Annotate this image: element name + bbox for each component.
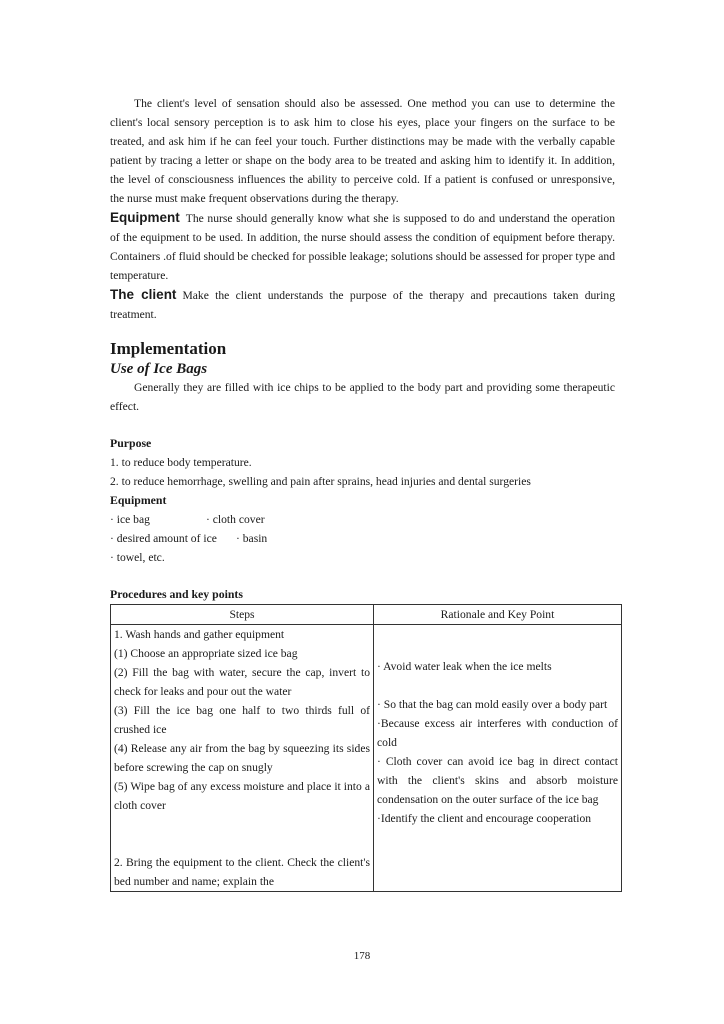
sensation-paragraph: The client's level of sensation should also be assessed. One method you can use to determine the client's local sensory perception is to ask him to close his eyes, place your fingers on the surface to be treated, and ask him if he can feel your touch. Further distinctions may be made with the verbally capable patient by tracing a letter or shape on the body area to be treated and asking him to identify it. In addition, the level of consciousness influences the ability to perceive cold. If a patient is confused or unresponsive, the nurse must make frequent observations during the therapy. <box>110 97 615 205</box>
ice-bags-paragraph: Generally they are filled with ice chips to be applied to the body part and providing some therapeutic effect. <box>110 381 615 413</box>
ice-bags-subheading: Use of Ice Bags <box>110 361 208 377</box>
rationale-identify-client: ·Identify the client and encourage cooperation <box>377 812 592 825</box>
client-assessment-paragraph <box>110 285 615 324</box>
rationale-water-leak: · Avoid water leak when the ice melts <box>377 660 552 673</box>
cell-spacer <box>377 676 618 695</box>
equipment-ice-bag: · ice bag <box>110 513 150 526</box>
page-number: 178 <box>353 950 371 962</box>
page-body <box>110 94 618 892</box>
table-row <box>111 625 622 892</box>
section-gap <box>110 416 615 434</box>
equipment-row-3: · towel, etc. <box>110 551 165 564</box>
step-1-3: (3) Fill the ice bag one half to two thirds full of crushed ice <box>114 704 370 736</box>
step-1-4: (4) Release any air from the bag by squeezing its sides before screwing the cap on snugly <box>114 742 370 774</box>
procedures-heading: Procedures and key points <box>110 587 243 601</box>
cell-spacer <box>377 625 618 644</box>
rationale-column-header: Rationale and Key Point <box>374 605 622 625</box>
table-header-row <box>111 605 622 625</box>
step-1-5: (5) Wipe bag of any excess moisture and place it into a cloth cover <box>114 780 370 812</box>
section-gap <box>110 567 615 585</box>
rationale-mold-body: · So that the bag can mold easily over a body part <box>377 698 608 711</box>
steps-cell <box>111 625 374 892</box>
equipment-row-1 <box>110 510 615 529</box>
step-1-2: (2) Fill the bag with water, secure the cap, invert to check for leaks and pour out the water <box>114 666 370 698</box>
equipment-ice: · desired amount of ice <box>110 532 217 545</box>
cell-spacer <box>114 834 370 853</box>
equipment-run-heading: Equipment <box>110 210 180 225</box>
rationale-cell <box>374 625 622 892</box>
client-run-heading: The client <box>110 287 177 302</box>
equipment-row-2 <box>110 529 615 548</box>
equipment-assessment-paragraph <box>110 208 615 285</box>
implementation-heading: Implementation <box>110 339 227 358</box>
client-assessment-text: Make the client understands the purpose of the therapy and precautions taken during treatment. <box>110 289 615 321</box>
rationale-cloth-cover: · Cloth cover can avoid ice bag in direct contact with the client's skins and absorb moisture condensation on the outer surface of the ice bag <box>377 755 618 806</box>
equipment-assessment-text: The nurse should generally know what she is supposed to do and understand the operation of the equipment to be used. In addition, the nurse should assess the condition of equipment before therapy. Containers .of fluid should be checked for possible leakage; solutions should be assessed for proper type and temperature. <box>110 212 615 282</box>
purpose-heading: Purpose <box>110 436 152 450</box>
section-gap <box>110 324 615 338</box>
procedures-table <box>110 604 622 892</box>
rationale-excess-air: ·Because excess air interferes with conduction of cold <box>377 717 618 749</box>
step-2: 2. Bring the equipment to the client. Check the client's bed number and name; explain the <box>114 856 370 888</box>
step-1-1: (1) Choose an appropriate sized ice bag <box>114 647 298 660</box>
equipment-basin: · basin <box>236 532 268 545</box>
purpose-item-1: 1. to reduce body temperature. <box>110 456 252 469</box>
equipment-list-heading: Equipment <box>110 493 167 507</box>
steps-column-header: Steps <box>111 605 374 625</box>
purpose-item-2: 2. to reduce hemorrhage, swelling and pain after sprains, head injuries and dental surgeries <box>110 475 531 488</box>
cell-spacer <box>114 815 370 834</box>
equipment-cloth-cover: · cloth cover <box>206 513 265 526</box>
step-1: 1. Wash hands and gather equipment <box>114 628 285 641</box>
